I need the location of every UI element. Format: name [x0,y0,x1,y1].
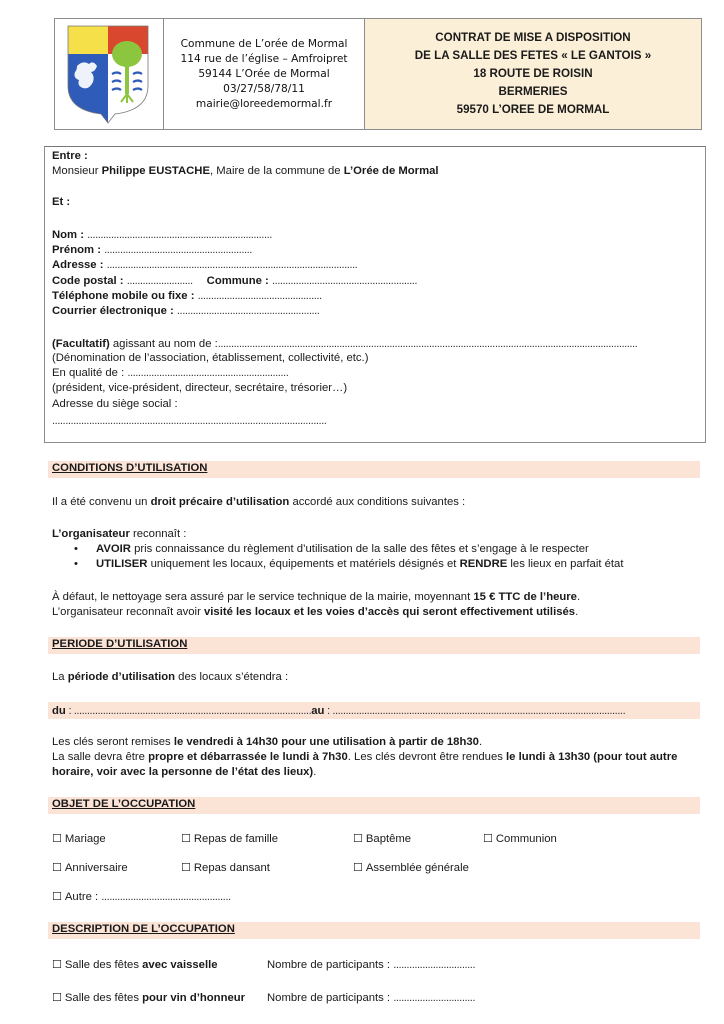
bullet-text-2: les lieux en parfait état [507,558,624,570]
title-line-1: CONTRAT DE MISE A DISPOSITION [435,31,631,44]
qualite-input[interactable]: ............................................................. [127,367,289,379]
qualite-label: En qualité de : [52,367,128,379]
courriel-input[interactable]: ...................................................... [176,305,320,317]
section-description [48,922,700,939]
intro-pre: Il a été convenu un [52,496,151,508]
facultatif-input[interactable]: ............................................................................................................................................................... [217,338,638,350]
denomination-hint: (Dénomination de l’association, établissement, collectivité, etc.) [52,352,369,364]
du-label: du [52,705,66,717]
section-periode [48,637,700,654]
checkbox-communion[interactable] [483,832,557,846]
checkbox-repas-famille[interactable] [181,832,278,846]
participants-field[interactable] [267,991,475,1005]
option-label: Mariage [64,833,106,845]
keys-line [52,735,482,749]
visit-line [52,605,578,619]
cleaning-pre: À défaut, le nettoyage sera assuré par le service technique de la mairie, moyennant [52,591,474,603]
email-link[interactable]: mairie@loreedemormal.fr [195,97,333,110]
title-line-3: 18 ROUTE DE ROISIN [473,67,593,80]
intro-post: accordé aux conditions suivantes : [289,496,466,508]
organizer-post: reconnaît : [129,528,187,540]
contract-title-block [365,19,701,129]
mayor-line [52,164,439,178]
bullet-bold: UTILISER [96,558,148,570]
bullet-bold-2: RENDRE [459,558,508,570]
mayor-commune: L’Orée de Mormal [343,165,439,177]
cleaning-price: 15 € TTC de l’heure [473,591,577,603]
cleaning-post: . [576,591,581,603]
checkbox-icon[interactable]: ☐ [52,958,62,971]
return-post: . [313,766,317,778]
checkbox-anniversaire[interactable] [52,861,128,875]
prenom-input[interactable]: ........................................................ [104,244,252,256]
organizer-line [52,527,186,541]
checkbox-icon[interactable]: ☐ [52,991,62,1004]
checkbox-autre[interactable] [52,890,231,904]
coat-of-arms-icon [65,24,151,124]
option-label: Assemblée générale [365,862,469,874]
participants-input[interactable]: ............................... [393,992,476,1004]
checkbox-icon[interactable]: ☐ [52,890,62,903]
au-input[interactable]: : ............................................................................................................... [324,705,626,717]
nom-input[interactable]: ...................................................................... [87,229,272,241]
courriel-label: Courrier électronique : [52,305,177,317]
title-line-5: 59570 L’OREE DE MORMAL [456,103,610,116]
desc-bold: pour vin d’honneur [142,992,246,1004]
code-postal-label: Code postal : [52,275,127,287]
return-line [52,750,677,764]
checkbox-repas-dansant[interactable] [181,861,270,875]
courriel-field[interactable] [52,304,319,318]
return-mid: . Les clés devront être rendues [347,751,507,763]
bullet-item [74,557,623,571]
return-pre: La salle devra être [52,751,149,763]
desc-bold: avec vaisselle [142,959,218,971]
address-line-1: 114 rue de l’église – Amfroipret [180,52,348,65]
title-line-4: BERMERIES [498,85,568,98]
au-label: au [311,705,325,717]
desc-pre: Salle des fêtes [64,992,143,1004]
section-periode-title: PERIODE D’UTILISATION [52,638,188,650]
checkbox-icon[interactable]: ☐ [52,861,62,874]
commune-input[interactable]: ....................................................... [271,275,418,287]
return-bold-3: horaire, voir avec la personne de l’état des lieux) [52,766,314,778]
bullet-icon: • [74,543,78,555]
checkbox-icon[interactable]: ☐ [181,861,191,874]
qualite-field[interactable] [52,366,288,380]
participants-label: Nombre de participants : [267,992,394,1004]
autre-label: Autre : [64,891,102,903]
bullet-text: uniquement les locaux, équipements et matériels désignés et [147,558,460,570]
mayor-prefix: Monsieur [52,165,102,177]
bullet-text: pris connaissance du règlement d’utilisation de la salle des fêtes et s’engage à le respecter [130,543,589,555]
phone: 03/27/58/78/11 [223,82,305,95]
qualite-hint: (président, vice-président, directeur, secrétaire, trésorier…) [52,382,348,394]
checkbox-icon[interactable]: ☐ [353,861,363,874]
bullet-bold: AVOIR [96,543,131,555]
checkbox-icon[interactable]: ☐ [52,832,62,845]
participants-field[interactable] [267,958,475,972]
autre-input[interactable]: ................................................. [101,891,231,903]
telephone-label: Téléphone mobile ou fixe : [52,290,198,302]
section-description-title: DESCRIPTION DE L’OCCUPATION [52,923,235,935]
entre-label: Entre : [52,150,88,162]
periode-bold: période d’utilisation [67,671,176,683]
du-input[interactable]: : .......................................................................................... [65,705,312,717]
prenom-field[interactable] [52,243,252,257]
keys-bold: le vendredi à 14h30 pour une utilisation à partir de 18h30 [173,736,479,748]
commune-name: Commune de L’orée de Mormal [180,37,348,50]
checkbox-icon[interactable]: ☐ [483,832,493,845]
et-label: Et : [52,196,71,208]
telephone-input[interactable]: ............................................... [197,290,322,302]
desc-pre: Salle des fêtes [64,959,143,971]
adresse-label: Adresse : [52,259,107,271]
facultatif-label: (Facultatif) [52,338,110,350]
option-label: Repas de famille [193,833,279,845]
commune-label: Commune : [206,275,272,287]
mayor-name: Philippe EUSTACHE [101,165,210,177]
checkbox-icon[interactable]: ☐ [353,832,363,845]
header-table [54,18,702,130]
checkbox-mariage[interactable] [52,832,106,846]
code-postal-commune-field[interactable] [52,274,417,288]
periode-pre: La [52,671,68,683]
checkbox-avec-vaisselle[interactable] [52,958,218,972]
option-label: Anniversaire [64,862,128,874]
intro-bold: droit précaire d’utilisation [150,496,290,508]
period-dates[interactable] [52,704,625,718]
checkbox-bapteme[interactable] [353,832,411,846]
logo-cell [55,19,164,129]
facultatif-text: agissant au nom de : [109,338,218,350]
prenom-label: Prénom : [52,244,105,256]
participants-label: Nombre de participants : [267,959,394,971]
code-postal-input[interactable]: ......................... [126,275,193,287]
cleaning-line [52,590,580,604]
mairie-address-block [164,19,365,129]
visit-post: . [575,606,579,618]
address-line-2: 59144 L’Orée de Mormal [198,67,330,80]
facultatif-field[interactable] [52,337,637,351]
conditions-intro [52,495,465,509]
section-conditions [48,461,700,478]
visit-pre: L’organisateur reconnaît avoir [52,606,204,618]
keys-post: . [478,736,483,748]
nom-field[interactable] [52,228,272,242]
organizer-bold: L’organisateur [52,528,130,540]
section-conditions-title: CONDITIONS D’UTILISATION [52,462,208,474]
checkbox-vin-honneur[interactable] [52,991,245,1005]
checkbox-assemblee-generale[interactable] [353,861,469,875]
section-objet [48,797,700,814]
visit-bold: visité les locaux et les voies d’accès qui seront effectivement utilisés [203,606,576,618]
mayor-mid: , Maire de la commune de [209,165,344,177]
nom-label: Nom : [52,229,88,241]
section-objet-title: OBJET DE L’OCCUPATION [52,798,196,810]
adresse-field[interactable] [52,258,357,272]
title-line-2: DE LA SALLE DES FETES « LE GANTOIS » [414,49,652,62]
checkbox-icon[interactable]: ☐ [181,832,191,845]
siege-input[interactable]: ........................................................................................................ [52,415,327,427]
return-line-2 [52,765,316,779]
periode-intro [52,670,288,684]
participants-input[interactable]: ............................... [393,959,476,971]
telephone-field[interactable] [52,289,322,303]
option-label: Repas dansant [193,862,270,874]
option-label: Communion [495,833,557,845]
adresse-input[interactable]: ............................................................................................... [106,259,358,271]
keys-pre: Les clés seront remises [52,736,174,748]
return-bold-2: le lundi à 13h30 (pour tout autre [506,751,678,763]
bullet-item [74,542,589,556]
periode-post: des locaux s’étendra : [175,671,289,683]
bullet-icon: • [74,558,78,570]
option-label: Baptême [365,833,412,845]
siege-label: Adresse du siège social : [52,398,178,410]
return-bold: propre et débarrassée le lundi à 7h30 [148,751,348,763]
